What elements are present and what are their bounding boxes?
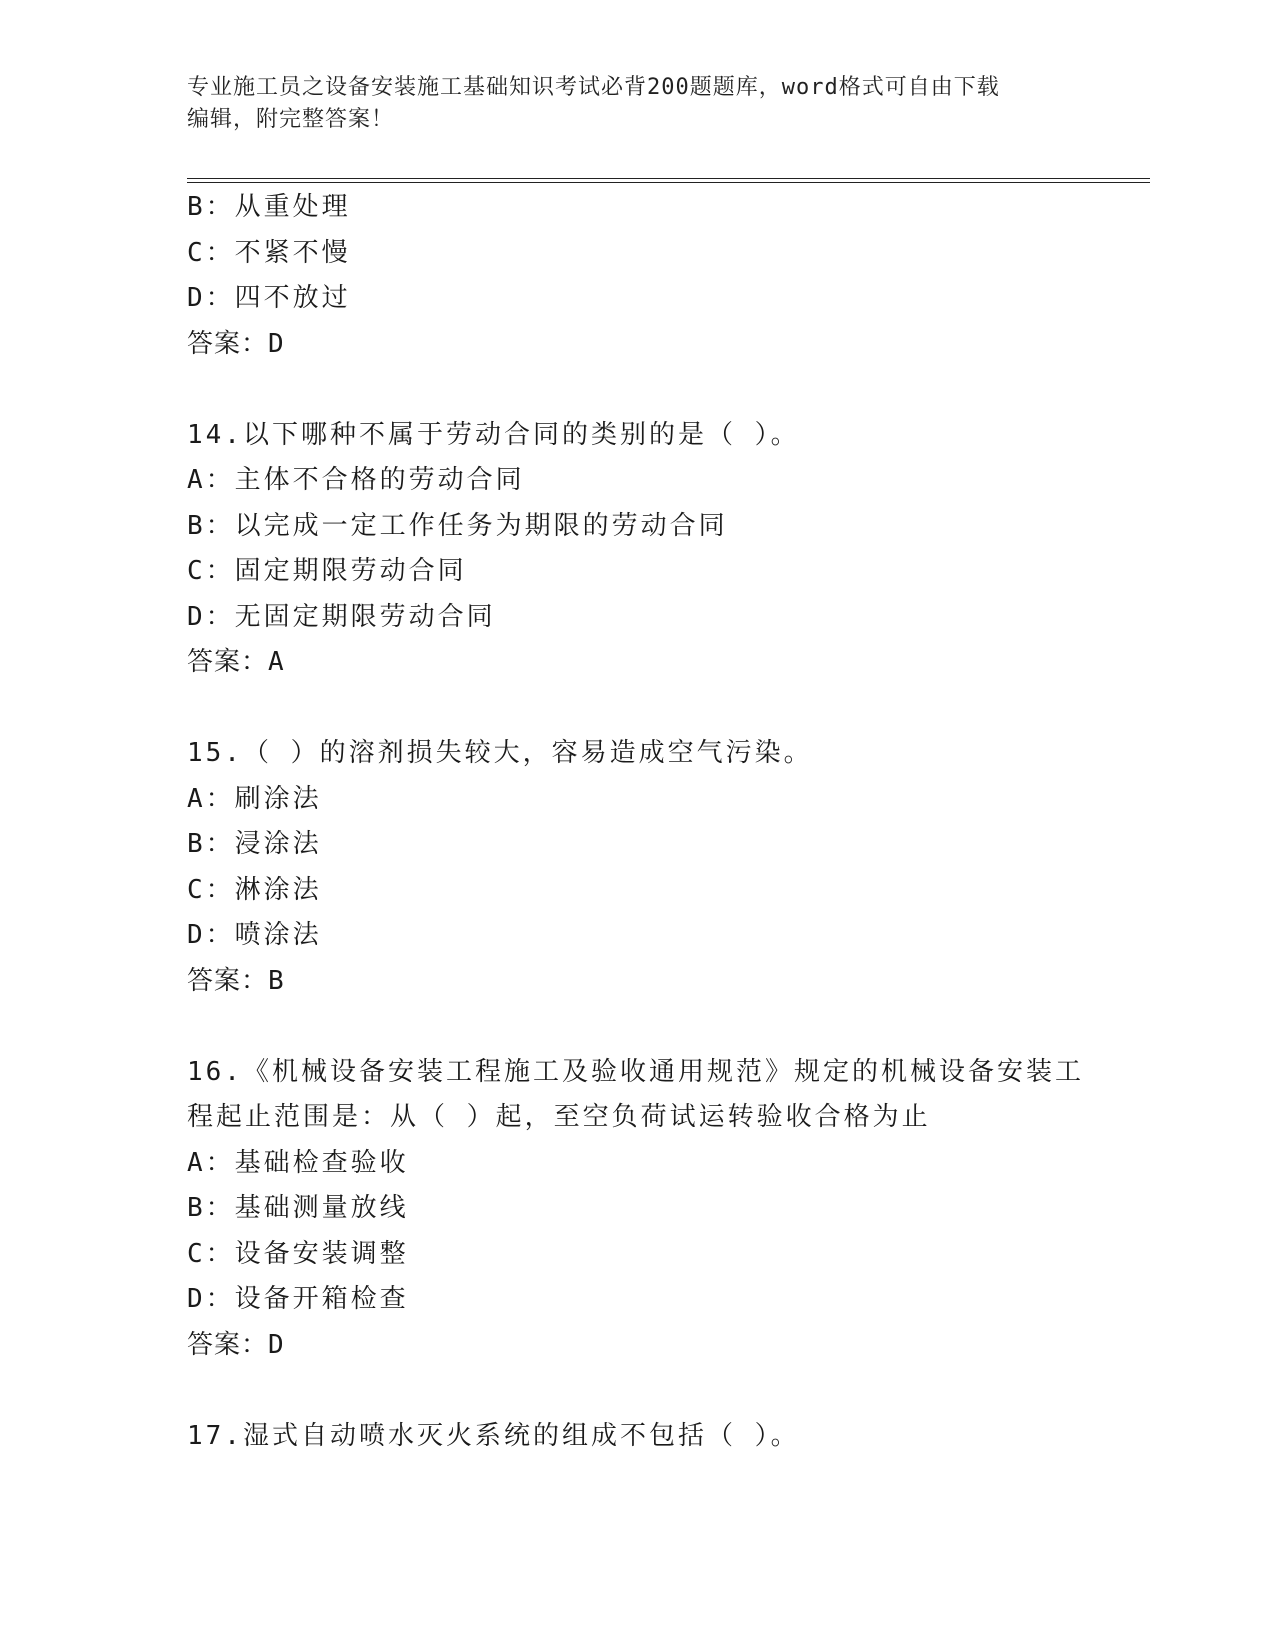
question-13-continued [187, 185, 1147, 367]
question-stem: 14.以下哪种不属于劳动合同的类别的是（ ）。 [187, 419, 800, 450]
question-stem: 15.（ ）的溶剂损失较大，容易造成空气污染。 [187, 738, 813, 768]
option-b: B：以完成一定工作任务为期限的劳动合同 [187, 510, 728, 541]
option-d: D：喷涂法 [187, 920, 322, 950]
option-a: A：刷涂法 [187, 783, 322, 814]
option-d: D：无固定期限劳动合同 [187, 601, 496, 632]
option-a: A：基础检查验收 [187, 1147, 409, 1178]
document-header [187, 72, 1067, 136]
question-16 [187, 1050, 1147, 1369]
question-17 [187, 1414, 1147, 1460]
header-divider-top [187, 178, 1150, 179]
option-c: C：不紧不慢 [187, 237, 351, 268]
question-15 [187, 731, 1147, 1004]
answer: 答案：D [187, 328, 285, 359]
answer: 答案：D [187, 1329, 285, 1360]
option-c: C：设备安装调整 [187, 1238, 409, 1269]
question-14 [187, 413, 1147, 686]
header-divider-bottom [187, 182, 1150, 183]
option-b: B：从重处理 [187, 192, 351, 222]
question-list [187, 185, 1147, 1459]
question-stem: 17.湿式自动喷水灭火系统的组成不包括（ ）。 [187, 1420, 800, 1451]
answer: 答案：B [187, 965, 285, 996]
question-stem-line-1: 16.《机械设备安装工程施工及验收通用规范》规定的机械设备安装工 [187, 1056, 1084, 1087]
option-d: D：设备开箱检查 [187, 1284, 409, 1314]
option-a: A：主体不合格的劳动合同 [187, 465, 525, 495]
header-line-2: 编辑，附完整答案！ [187, 107, 395, 132]
option-c: C：固定期限劳动合同 [187, 556, 467, 586]
answer: 答案：A [187, 647, 285, 677]
header-line-1: 专业施工员之设备安装施工基础知识考试必背200题题库，word格式可自由下载 [187, 75, 1000, 100]
option-b: B：浸涂法 [187, 829, 322, 859]
question-stem-line-2: 程起止范围是：从（ ）起，至空负荷试运转验收合格为止 [187, 1102, 931, 1132]
option-b: B：基础测量放线 [187, 1193, 409, 1223]
option-c: C：淋涂法 [187, 874, 322, 905]
option-d: D：四不放过 [187, 283, 351, 313]
